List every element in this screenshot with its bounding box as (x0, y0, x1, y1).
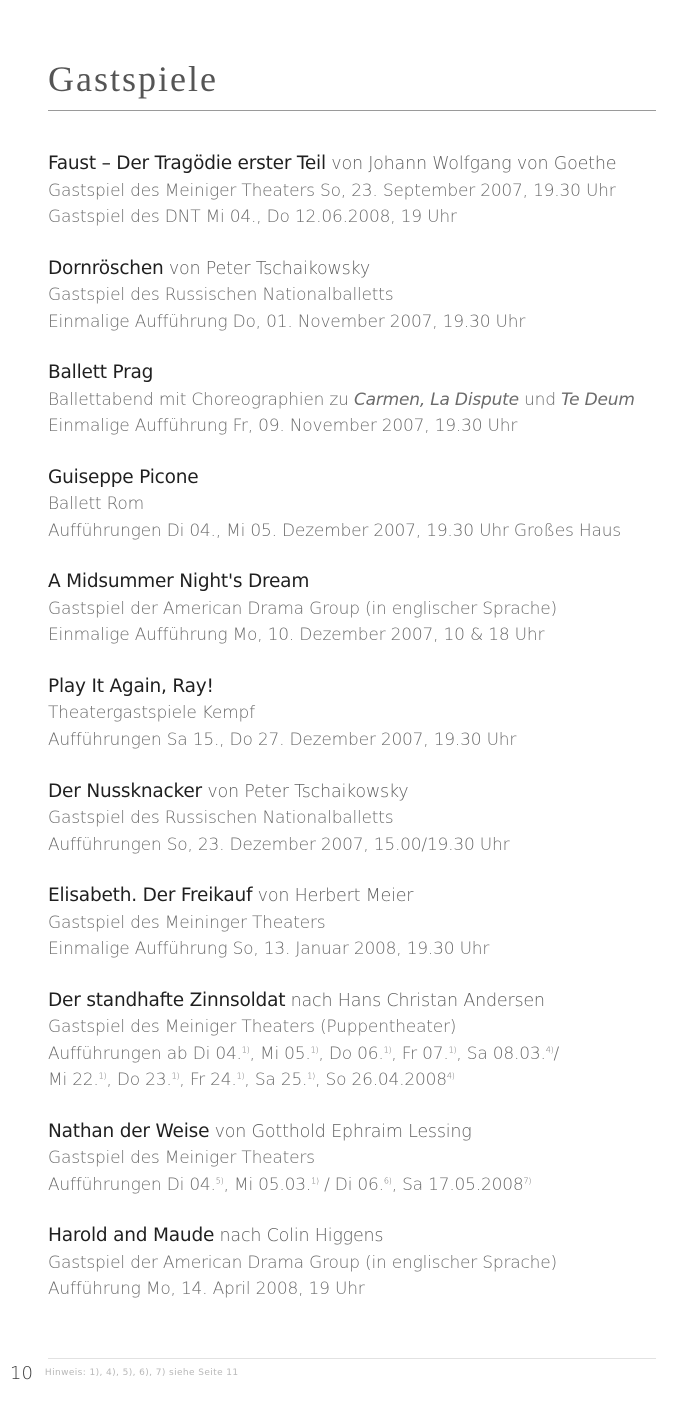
entry-title: Guiseppe Picone (48, 466, 199, 488)
entry-dornroeschen (48, 256, 678, 361)
date-text: Mi 22. (48, 1070, 99, 1091)
entry-detail (48, 1067, 678, 1094)
entry-detail: Theatergastspiele Kempf (48, 703, 255, 724)
entry-title: Harold and Maude (48, 1225, 215, 1247)
footnote-marker: 1) (448, 1045, 457, 1055)
footnote-marker: 1) (98, 1071, 107, 1081)
detail-text: und (524, 389, 556, 410)
performance-list (48, 151, 678, 1328)
date-text: , So 26.04.2008 (315, 1070, 447, 1091)
page-title: Gastspiele (48, 59, 218, 99)
date-text: / Di 06. (318, 1174, 384, 1195)
work-title: Te Deum (561, 389, 635, 410)
work-titles: Carmen, La Dispute (353, 389, 519, 410)
footnote-marker: 1) (236, 1071, 245, 1081)
entry-title-line (48, 360, 678, 387)
entry-title: A Midsummer Night's Dream (48, 571, 310, 593)
footnote-marker: 7) (523, 1176, 532, 1186)
entry-detail (48, 1172, 678, 1199)
entry-detail: Gastspiel der American Drama Group (in englischer Sprache) (48, 1252, 557, 1273)
footer-divider (48, 1358, 656, 1359)
entry-title: Nathan der Weise (48, 1120, 210, 1142)
footnote-marker: 1) (171, 1071, 180, 1081)
entry-detail: Einmalige Aufführung Do, 01. November 2007, 19.30 Uhr (48, 311, 526, 332)
entry-title-line (48, 151, 678, 178)
footnote-marker: 1) (310, 1045, 319, 1055)
entry-detail: Ballett Rom (48, 494, 144, 515)
page-footer (10, 1361, 660, 1385)
entry-detail: Einmalige Aufführung Fr, 09. November 2007, 19.30 Uhr (48, 416, 518, 437)
entry-author: nach Hans Christan Andersen (285, 990, 545, 1011)
entry-detail: Gastspiel des Meiniger Theaters (Puppentheater) (48, 1017, 457, 1038)
entry-title-line (48, 465, 678, 492)
entry-detail: Aufführungen Sa 15., Do 27. Dezember 2007, 19.30 Uhr (48, 729, 517, 750)
page-number: 10 (10, 1362, 33, 1384)
entry-detail: Gastspiel der American Drama Group (in englischer Sprache) (48, 598, 557, 619)
entry-author: von Gotthold Ephraim Lessing (209, 1121, 472, 1142)
date-text: , Do 23. (106, 1070, 172, 1091)
footnote-marker: 1) (311, 1176, 319, 1186)
entry-title-line (48, 1223, 678, 1250)
entry-title: Der standhafte Zinnsoldat (48, 989, 286, 1011)
entry-author: von Peter Tschaikowsky (201, 781, 409, 802)
detail-text: Ballettabend mit Choreographien zu (48, 389, 349, 410)
entry-faust (48, 151, 678, 256)
entry-detail (48, 1041, 678, 1068)
entry-nussknacker (48, 779, 678, 884)
entry-title: Ballett Prag (48, 362, 154, 384)
date-text: , Fr 24. (179, 1070, 237, 1091)
entry-detail: Gastspiel des Russischen Nationalballetts (48, 808, 394, 829)
entry-detail: Einmalige Aufführung So, 13. Januar 2008, 19.30 Uhr (48, 939, 490, 960)
entry-detail: Gastspiel des DNT Mi 04., Do 12.06.2008, 19 Uhr (48, 207, 457, 227)
entry-detail: Gastspiel des Meininger Theaters (48, 912, 326, 933)
date-text: Aufführungen ab Di 04. (48, 1043, 242, 1064)
footnote-marker: 1) (307, 1071, 316, 1081)
entry-detail: Aufführungen So, 23. Dezember 2007, 15.00/19.30 Uhr (48, 834, 510, 855)
entry-detail: Gastspiel des Russischen Nationalballetts (48, 285, 394, 306)
footnote-marker: 5) (215, 1176, 224, 1186)
entry-author: von Peter Tschaikowsky (163, 258, 371, 279)
entry-detail: Einmalige Aufführung Mo, 10. Dezember 2007, 10 & 18 Uhr (48, 625, 545, 646)
entry-detail: Gastspiel des Meiniger Theaters (48, 1148, 315, 1169)
footnote-marker: 4) (545, 1045, 554, 1055)
entry-elisabeth (48, 883, 678, 988)
date-text: , Sa 08.03. (456, 1043, 546, 1064)
entry-title: Der Nussknacker (48, 780, 202, 802)
entry-detail: Aufführungen Di 04., Mi 05. Dezember 2007, 19.30 Uhr Großes Haus (48, 520, 621, 541)
entry-title-line (48, 988, 678, 1015)
entry-detail: Gastspiel des Meiniger Theaters So, 23. September 2007, 19.30 Uhr (48, 180, 616, 201)
entry-detail: Aufführung Mo, 14. April 2008, 19 Uhr (48, 1279, 365, 1300)
date-text: / (553, 1043, 560, 1064)
footnote-marker: 4) (446, 1071, 455, 1081)
entry-guiseppe-picone (48, 465, 678, 570)
entry-title-line (48, 883, 678, 910)
entry-title-line (48, 256, 678, 283)
entry-title-line (48, 1119, 678, 1146)
footnote-marker: 1) (241, 1045, 250, 1055)
entry-title-line (48, 569, 678, 596)
footnote-hint: Hinweis: 1), 4), 5), 6), 7) siehe Seite 11 (44, 1368, 239, 1378)
entry-ballett-prag (48, 360, 678, 465)
date-text: , Fr 07. (391, 1043, 449, 1064)
entry-author: nach Colin Higgens (214, 1226, 384, 1247)
entry-zinnsoldat (48, 988, 678, 1119)
entry-title: Dornröschen (48, 257, 164, 279)
footnote-marker: 6) (383, 1176, 392, 1186)
entry-title-line (48, 779, 678, 806)
entry-title-line (48, 674, 678, 701)
entry-title: Elisabeth. Der Freikauf (48, 885, 253, 907)
entry-author: von Johann Wolfgang von Goethe (325, 154, 617, 174)
title-divider (48, 110, 656, 111)
date-text: , Sa 25. (244, 1070, 308, 1091)
entry-harold-maude (48, 1223, 678, 1328)
entry-title: Play It Again, Ray! (48, 675, 214, 697)
entry-author: von Herbert Meier (252, 886, 414, 907)
date-text: , Do 06. (318, 1043, 384, 1064)
date-text: , Mi 05.03. (223, 1174, 312, 1195)
entry-title: Faust – Der Tragödie erster Teil (48, 153, 326, 174)
date-text: , Mi 05. (249, 1043, 311, 1064)
entry-play-it-again (48, 674, 678, 779)
entry-midsummer (48, 569, 678, 674)
entry-nathan (48, 1119, 678, 1224)
entry-detail (48, 387, 678, 414)
footnote-marker: 1) (383, 1045, 392, 1055)
date-text: Aufführungen Di 04. (48, 1174, 216, 1195)
date-text: , Sa 17.05.2008 (391, 1174, 524, 1195)
